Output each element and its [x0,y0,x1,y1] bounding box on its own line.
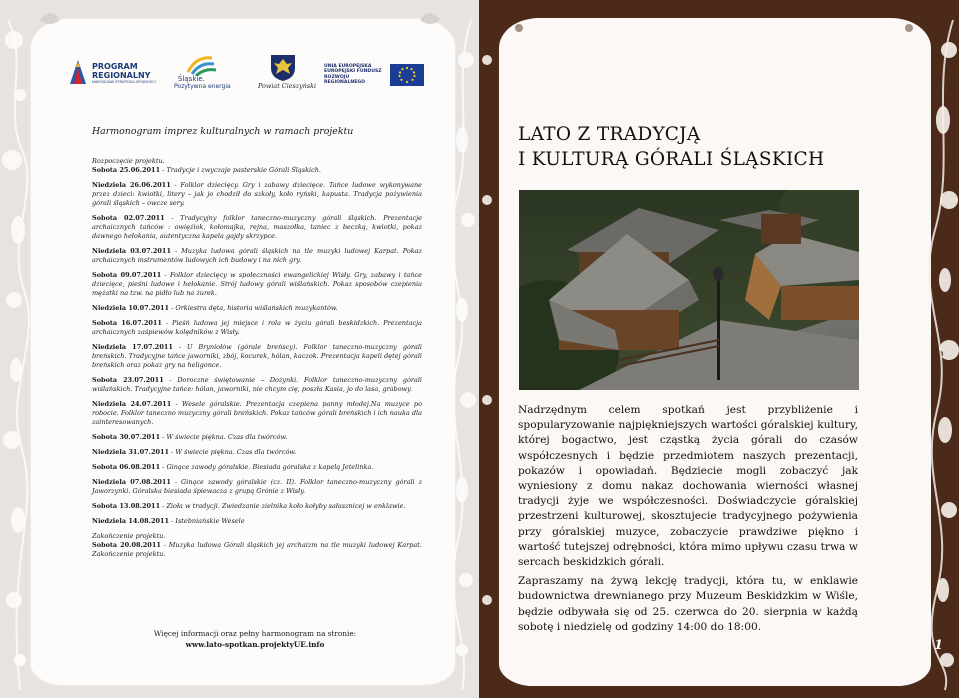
event-description: - Folklor dziecięcy. Gry i zabawy dziecięce. Tańce ludowe wykonywane przez dzieci: kwiotki, litery – jak jo chodził do szkoły, koło ryński, kapusta. Tradycja pożywienia górali śląskich – owcze sery. [92,181,423,207]
slaskie-logo [174,52,234,96]
ue-line1: UNIA EUROPEJSKA [324,64,372,69]
footer-text: Więcej informacji oraz pełny harmonogram na stronie: [153,629,357,638]
event-list [92,157,422,559]
event-description: - Orkiestra dęta, historia wiślańskich muzykantów. [169,304,338,312]
event-item [92,448,422,457]
program-line1: PROGRAM [92,62,138,71]
waves-icon [174,52,234,76]
event-date: Sobota 06.08.2011 [92,463,161,471]
event-description: - Ginące zawody góralskie. Biesiada góralska z kapelą Jetelinka. [160,463,374,471]
event-description: - Pieśń ludowa jej miejsce i rola w życiu górali beskidzkich. Prezentacja archaicznych zaśpiewów kolędników z Wisły. [92,319,422,336]
description-body [518,403,858,639]
star-flag-icon [68,58,88,86]
page-number: 1 [934,638,944,653]
eagle-shield-icon [268,52,298,82]
slaskie-line1: Śląskie. [178,75,205,83]
eu-flag-icon [390,64,424,86]
event-item [92,181,422,208]
event-description: - Ginące zawody góralskie (cz. II). Folklor taneczno-muzyczny górali z Jaworzynki. Góralska biesiada śpiewacza z grupą Grónie z Wisły. [92,478,422,495]
event-description: - Wesele góralskie. Prezentacja czepiena panny młodej.Na muzyce po robocie. Folklor taneczno muzyczny górali breńskich. Pokaz tańców górali breńskich i ich nauka dla zainteresowanych. [92,400,422,426]
unia-europejska-logo [322,52,434,92]
event-item [92,343,422,370]
event-item [92,517,422,526]
ue-line3: ROZWOJU REGIONALNEGO [324,74,366,86]
program-regionalny-logo [66,52,166,92]
event-item [92,157,422,175]
event-item [92,247,422,265]
event-date: Sobota 02.07.2011 [92,214,165,222]
event-item [92,463,422,472]
description-paragraph-2: Zapraszamy na żywą lekcję tradycji, która tu, w enklawie budownictwa drewnianego przy Muzeum Beskidzkim w Wiśle, będzie odbywała się od 25. czerwca do 20. sierpnia w każdą sobotę i niedzielę od godziny 14:00 do 18:00. [518,575,858,633]
event-item [92,214,422,241]
event-date: Sobota 23.07.2011 [92,376,164,384]
event-description: - W świecie piękna. Czas dla twórców. [160,433,288,441]
sponsor-logos [66,52,436,96]
event-item [92,304,422,313]
event-item [92,271,422,298]
museum-enclave-image [519,190,859,390]
event-note: Zakończenie projektu. [92,532,166,540]
schedule-text [92,126,422,565]
event-item [92,433,422,442]
event-description: - U Bryniołów (górale breńscy). Folklor taneczno-muzyczny górali breńskich. Tradycyjne tańce jaworniki, zbój, kocurek, hólan, kaczok. Prezentacja kapeli dętej górali breńskich oraz pokaz gry na heligonce. [92,343,422,369]
program-line2: REGIONALNY [92,71,151,80]
event-date: Niedziela 14.08.2011 [92,517,170,525]
event-item [92,319,422,337]
main-title [518,122,824,172]
event-date: Niedziela 03.07.2011 [92,247,171,255]
description-paragraph-1: Nadrzędnym celem spotkań jest przybliżenie i spopularyzowanie najpiękniejszych wartości góralskiej kultury, której bogactwo, jest cząstką życia górali do czasów współczesnych i będzie przedmiotem naszych prezentacji, pokazów i opowiadań. Będziecie mogli zobaczyć jak wyniesiony z domu nakaz dochowania wierności własnej tradycji żyje we współczesności. Doświadczycie góralskiej przestrzeni kulturowej, skosztujecie tradycyjnego pożywienia przy góralskiej muzyce, zobaczycie prawdziwe piękno i wartość tutejszej odrębności, która mimo upływu czasu trwa w sercach beskidzkich górali. [518,404,858,569]
event-date: Niedziela 26.06.2011 [92,181,171,189]
footer-url-link[interactable]: www.lato-spotkan.projektyUE.info [185,640,325,649]
event-description: - W świecie piękna. Czas dla twórców. [169,448,297,456]
powiat-line1: Powiat Cieszyński [258,82,317,90]
event-date: Niedziela 17.07.2011 [92,343,173,351]
event-date: Niedziela 10.07.2011 [92,304,170,312]
event-item [92,400,422,427]
powiat-cieszynski-logo [258,52,317,96]
event-item [92,532,422,559]
left-page [0,0,479,698]
program-line3: NARODOWA STRATEGIA SPÓJNOŚCI [92,80,156,84]
wooden-huts-photo [519,190,859,390]
title-line2: I KULTURĄ GÓRALI ŚLĄSKICH [518,149,825,170]
event-date: Sobota 20.08.2011 [92,541,161,549]
event-date: Sobota 30.07.2011 [92,433,161,441]
event-description: - Tradycje i zwyczaje pasterskie Górali Śląskich. [160,166,322,174]
event-description: - Folklor dziecięcy w społeczności ewangelickiej Wisły. Gry, zabawy i tańce dziecięce, pieśni ludowe i hełokanie. Strój ludowy górali wiślańskich. Pokaz sposobów czepienia mężatki na tzw. na pidło lub na żurek. [92,271,422,297]
event-item [92,502,422,511]
event-date: Sobota 25.06.2011 [92,166,161,174]
footer-info [120,628,390,650]
event-description: - Tradycyjny folklor taneczno-muzyczny górali śląskich. Prezentacje archaicznych tańców : owiężiok, kołomajka, rejna, maszołka, taniec z beczką, kwiotki, pokaz dawnego hełokania, autentyczna kapela gajdy skrzypce. [92,214,422,240]
event-date: Niedziela 24.07.2011 [92,400,172,408]
event-date: Sobota 16.07.2011 [92,319,162,327]
event-date: Sobota 09.07.2011 [92,271,162,279]
event-item [92,478,422,496]
event-description: - Muzyka ludowa górali śląskich na tle muzyki ludowej Karpat. Pokaz archaicznych instrumentów ludowych ich budowy i na nich gry. [92,247,422,264]
event-date: Sobota 13.08.2011 [92,502,161,510]
event-description: - Zioła w tradycji. Zwiedzanie zielnika koło kołyby sałasznicej w enklawie. [160,502,406,510]
event-item [92,376,422,394]
slaskie-line2: Pozytywna energia [174,83,231,90]
event-date: Niedziela 31.07.2011 [92,448,170,456]
schedule-heading: Harmonogram imprez kulturalnych w ramach projektu [92,126,354,137]
event-note: Rozpoczęcie projektu. [92,157,165,165]
event-date: Niedziela 07.08.2011 [92,478,171,486]
ue-line2: EUROPEJSKI FUNDUSZ [324,69,382,75]
event-description: - Doroczne świętowanie – Dożynki. Folklor taneczno-muzyczny górali wiślańskich. Tradycyjne tańce: hólan, jaworniki, nie chcym cię, poszła Kasia, jo do lasa, grabowy. [92,376,422,393]
title-line1: LATO Z TRADYCJĄ [518,124,701,145]
right-page [479,0,959,698]
event-description: - Muzyka ludowa Górali śląskich jej archaizm na tle muzyki ludowej Karpat. Zakończenie projektu. [92,541,422,558]
event-description: - Istebniańskie Wesele [169,517,245,525]
